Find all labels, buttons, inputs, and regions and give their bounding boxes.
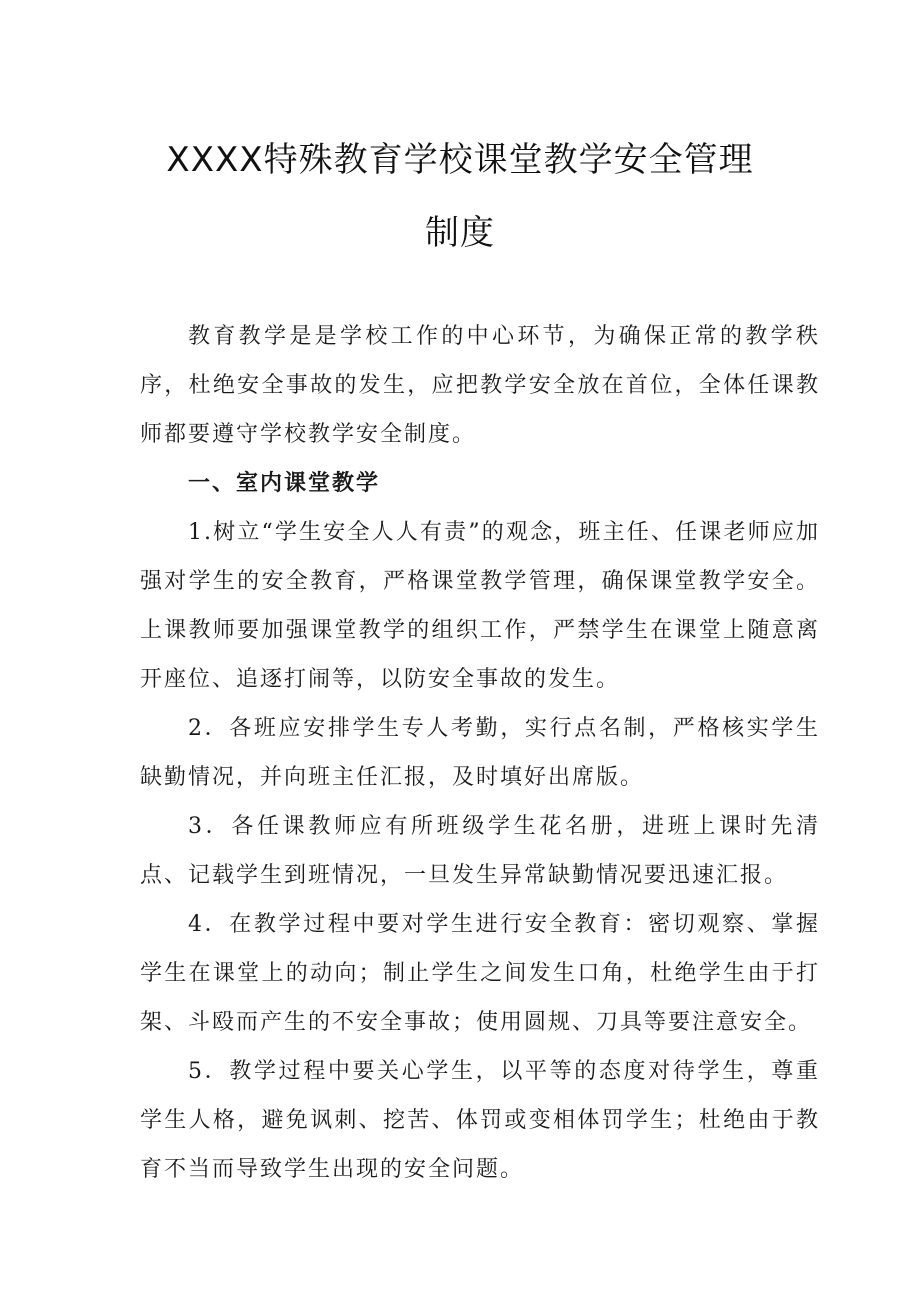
document-title-line-2: 制度 bbox=[425, 213, 495, 253]
rule-item-2: 2．各班应安排学生专人考勤，实行点名制，严格核实学生缺勤情况，并向班主任汇报，及时填好出席版。 bbox=[140, 716, 820, 790]
rule-item-3: 3．各任课教师应有所班级学生花名册，进班上课时先清点、记载学生到班情况，一旦发生异常缺勤情况要迅速汇报。 bbox=[140, 814, 820, 888]
section-heading: 一、室内课堂教学 bbox=[188, 471, 381, 496]
document-body bbox=[140, 312, 820, 1194]
intro-paragraph: 教育教学是是学校工作的中心环节，为确保正常的教学秩序，杜绝安全事故的发生，应把教学安全放在首位，全体任课教师都要遵守学校教学安全制度。 bbox=[140, 324, 820, 447]
rule-item-1: 1.树立“学生安全人人有责”的观念，班主任、任课老师应加强对学生的安全教育，严格课堂教学管理，确保课堂教学安全。上课教师要加强课堂教学的组织工作，严禁学生在课堂上随意离开座位、追逐打闹等，以防安全事故的发生。 bbox=[140, 520, 820, 692]
rule-item-4: 4．在教学过程中要对学生进行安全教育：密切观察、掌握学生在课堂上的动向；制止学生之间发生口角，杜绝学生由于打架、斗殴而产生的不安全事故；使用圆规、刀具等要注意安全。 bbox=[140, 912, 820, 1035]
rule-item-5: 5．教学过程中要关心学生，以平等的态度对待学生，尊重学生人格，避免讽刺、挖苦、体罚或变相体罚学生；杜绝由于教育不当而导致学生出现的安全问题。 bbox=[140, 1059, 820, 1182]
document-title-line-1: XXXX特殊教育学校课堂教学安全管理 bbox=[166, 140, 754, 180]
